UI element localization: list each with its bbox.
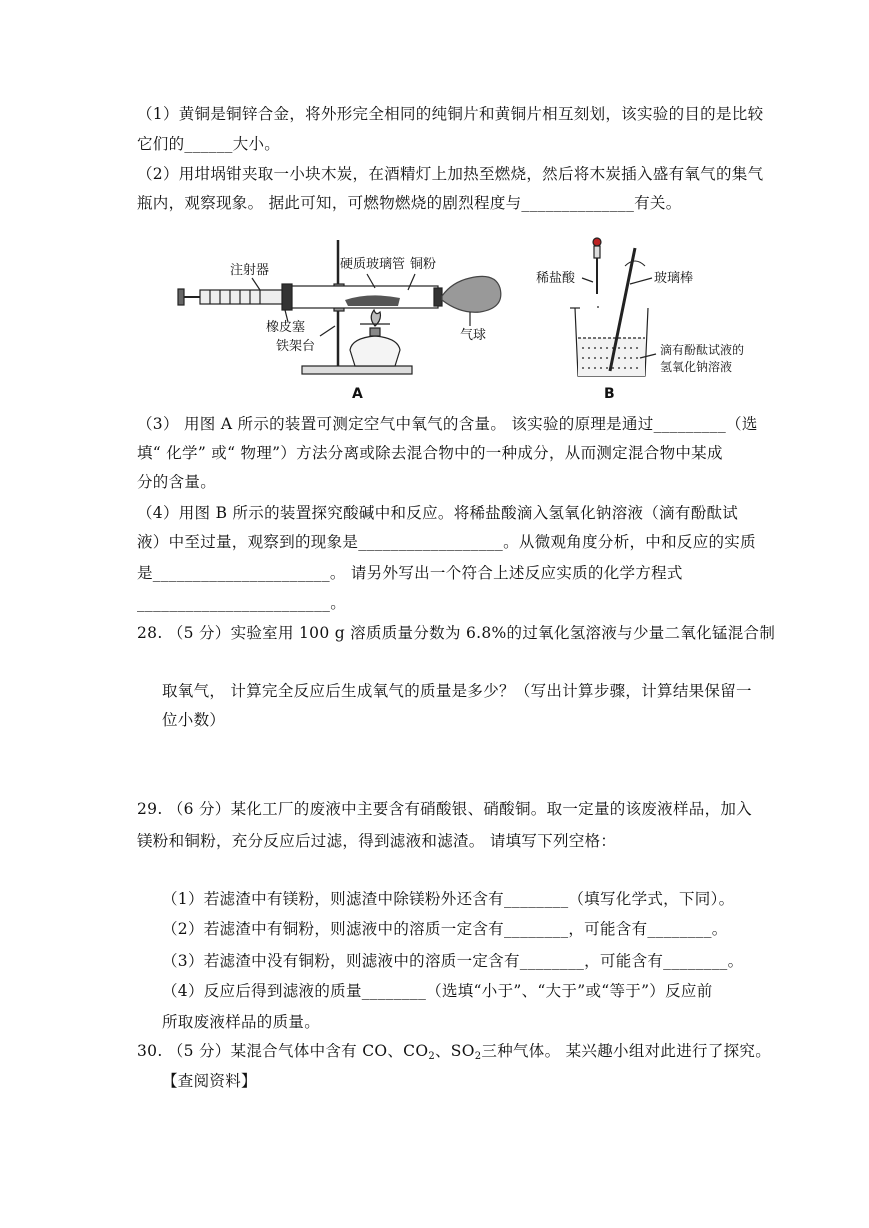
figure-b (570, 238, 656, 376)
q27-p3-line1: （3） 用图 A 所示的装置可测定空气中氧气的含量。 该实验的原理是通过_________（选 (137, 415, 758, 433)
q28-line2: 取氧气， 计算完全反应后生成氧气的质量是多少？（写出计算步骤，计算结果保留一 (162, 682, 752, 700)
q29-sub3: （3）若滤渣中没有铜粉，则滤液中的溶质一定含有________，可能含有________。 (162, 952, 744, 970)
q29-line2: 镁粉和铜粉，充分反应后过滤，得到滤液和滤渣。 请填写下列空格： (137, 832, 617, 850)
q27-p4-line4: ________________________。 (137, 594, 346, 612)
label-iron-stand: 铁架台 (276, 339, 316, 354)
q27-p4-line2: 液）中至过量，观察到的现象是__________________。从微观角度分析，中和反应的实质 (137, 533, 756, 551)
q27-p1-line2: 它们的______大小。 (137, 135, 281, 153)
q27-p4-line1: （4）用图 B 所示的装置探究酸碱中和反应。将稀盐酸滴入氢氧化钠溶液（滴有酚酞试 (137, 504, 739, 522)
label-dilute-hcl: 稀盐酸 (536, 271, 576, 286)
label-copper-powder: 铜粉 (410, 257, 437, 272)
figure-a-label: A (352, 386, 363, 402)
q30-line1 (137, 1041, 771, 1067)
label-rubber-stopper: 橡皮塞 (266, 320, 306, 335)
q27-p3-line2: 填“ 化学” 或“ 物理”）方法分离或除去混合物中的一种成分，从而测定混合物中某成 (137, 444, 723, 462)
q27-p3-line3: 分的含量。 (137, 473, 217, 491)
q27-p4-line3: 是______________________。 请另外写出一个符合上述反应实质的化学方程式 (137, 564, 683, 582)
co2-subscript: 2 (428, 1051, 435, 1062)
figure-b-label: B (604, 386, 615, 402)
q29-sub4-line2: 所取废液样品的质量。 (162, 1013, 321, 1031)
q29-sub2: （2）若滤渣中有铜粉，则滤液中的溶质一定含有________，可能含有________。 (162, 920, 728, 938)
q27-p2-line2: 瓶内，观察现象。 据此可知，可燃物燃烧的剧烈程度与______________有关。 (137, 194, 682, 212)
label-glass-tube: 硬质玻璃管 (340, 257, 406, 272)
q30-mid: 、SO (435, 1042, 475, 1060)
q28-line3: 位小数） (162, 711, 226, 729)
q29-sub4-line1: （4）反应后得到滤液的质量________（选填“小于”、“大于”或“等于”）反应前 (162, 982, 713, 1000)
label-solution-line1: 滴有酚酞试液的 (660, 343, 745, 357)
label-balloon: 气球 (460, 328, 487, 343)
q29-sub1: （1）若滤渣中有镁粉，则滤渣中除镁粉外还含有________（填写化学式，下同）。 (162, 890, 735, 908)
q29-line1: 29. （6 分）某化工厂的废液中主要含有硝酸银、硝酸铜。取一定量的该废液样品，加入 (137, 800, 752, 818)
q30-heading: 【查阅资料】 (162, 1072, 257, 1090)
label-syringe: 注射器 (230, 263, 270, 278)
q30-lead: 30. （5 分）某混合气体中含有 CO、CO (137, 1042, 429, 1060)
q27-p1-line1: （1）黄铜是铜锌合金，将外形完全相同的纯铜片和黄铜片相互刻划，该实验的目的是比较 (137, 105, 764, 123)
label-solution-line2: 氢氧化钠溶液 (660, 360, 733, 374)
so2-subscript: 2 (474, 1051, 482, 1062)
q28-line1: 28. （5 分）实验室用 100 g 溶质质量分数为 6.8%的过氧化氢溶液与少量二氧化锰混合制 (137, 624, 776, 642)
q30-tail: 三种气体。 某兴趣小组对此进行了探究。 (481, 1042, 772, 1060)
q27-p2-line1: （2）用坩埚钳夹取一小块木炭，在酒精灯上加热至燃烧，然后将木炭插入盛有氧气的集气 (137, 165, 764, 183)
label-glass-rod: 玻璃棒 (654, 271, 694, 286)
apparatus-figure (170, 226, 770, 406)
